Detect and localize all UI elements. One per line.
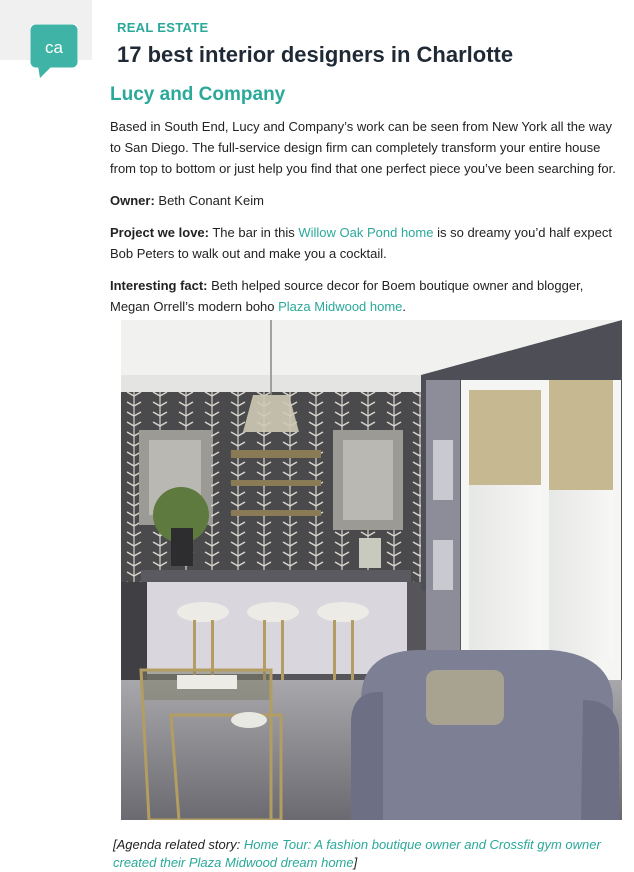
project-label: Project we love: <box>110 225 209 240</box>
article-body <box>110 84 625 328</box>
fact-text-pre: Beth helped source decor for Boem boutique owner and blogger, Megan Orrell’s modern boho <box>110 278 584 314</box>
project-paragraph <box>110 222 625 264</box>
intro-paragraph: Based in South End, Lucy and Company’s work can be seen from New York all the way to San Diego. The full-service design firm can completely transform your entire house from top to bottom or just help you find that one perfect piece you’ve been searching for. <box>110 119 616 176</box>
section-title: Lucy and Company <box>110 84 286 105</box>
fact-paragraph <box>110 275 625 317</box>
logo-text: ca <box>45 38 63 57</box>
related-story-caption <box>113 836 628 872</box>
caption-open-bracket: [ <box>113 837 117 852</box>
owner-label: Owner: <box>110 193 155 208</box>
project-text-post: is so dreamy you’d half expect Bob Peters to walk out and make you a cocktail. <box>110 225 612 261</box>
fact-text-post: . <box>402 299 407 314</box>
caption-close-bracket: ] <box>353 855 358 870</box>
owner-paragraph <box>110 190 625 211</box>
category-kicker[interactable]: REAL ESTATE <box>117 20 209 35</box>
caption-prefix: Agenda related story: <box>116 837 244 852</box>
page-title: 17 best interior designers in Charlotte <box>117 42 514 67</box>
owner-value: Beth Conant Keim <box>154 193 264 208</box>
related-story-link[interactable]: Home Tour: A fashion boutique owner and Crossfit gym owner created their Plaza Midwood dream home <box>113 837 601 870</box>
fact-label: Interesting fact: <box>110 278 208 293</box>
interior-bar-photo <box>121 320 622 820</box>
willow-oak-pond-link[interactable]: Willow Oak Pond home <box>298 225 434 240</box>
site-logo[interactable] <box>30 24 78 80</box>
project-text-pre: The bar in this <box>208 225 299 240</box>
plaza-midwood-link[interactable]: Plaza Midwood home <box>278 299 403 314</box>
